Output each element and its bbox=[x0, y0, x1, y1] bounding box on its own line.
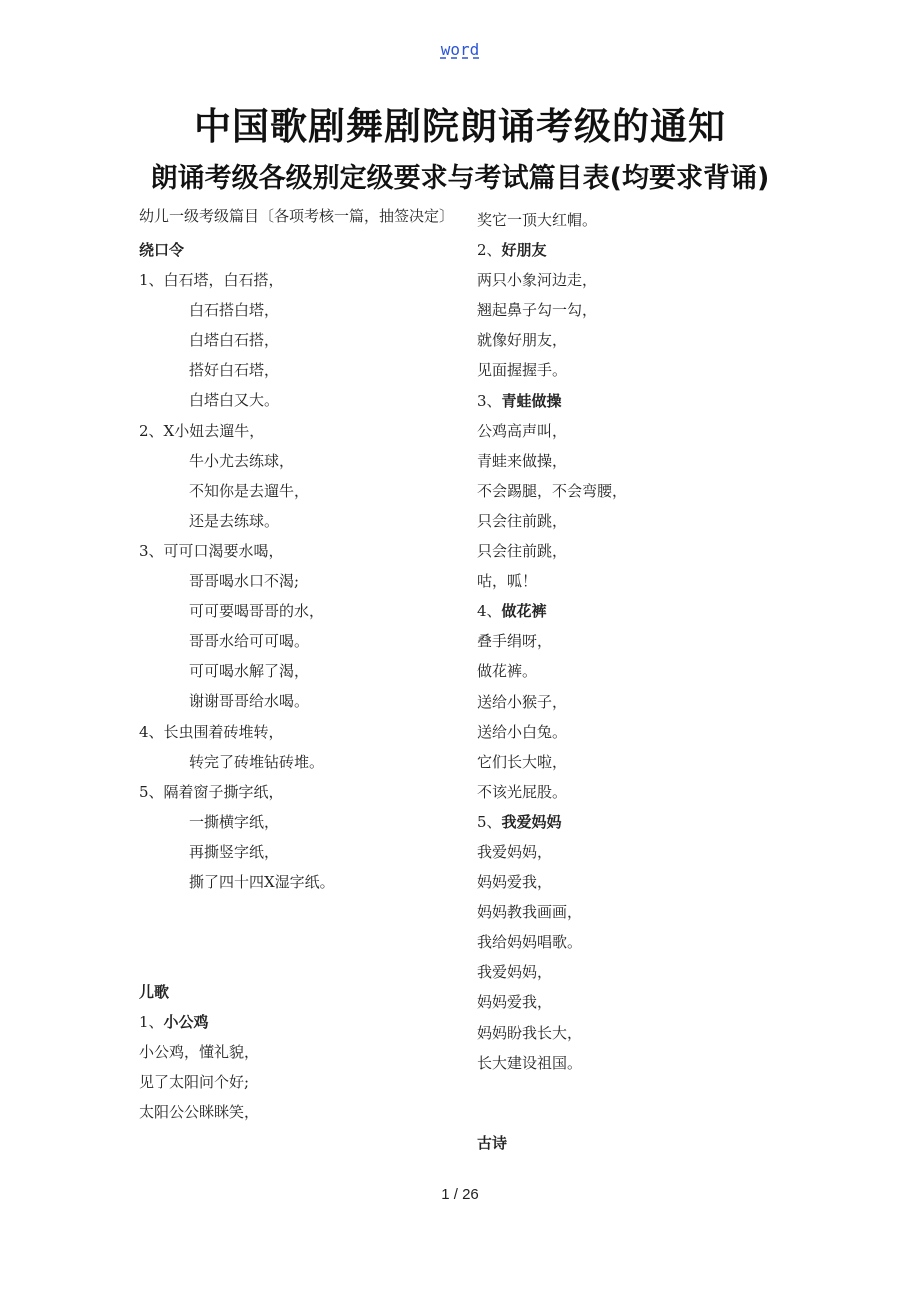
tongue-twister-5-line: 撕了四十四X湿字纸。 bbox=[189, 872, 335, 891]
poem-5-line: 长大建设祖国。 bbox=[477, 1053, 583, 1072]
tongue-twister-1-line: 白石搭白塔， bbox=[189, 301, 280, 320]
tongue-twister-2-line: 牛小尤去练球， bbox=[189, 451, 295, 470]
poem-2-line: 翘起鼻子勾一勾， bbox=[477, 301, 598, 320]
poem-3-line: 公鸡高声叫， bbox=[477, 421, 568, 440]
poem-5-line: 我爱妈妈， bbox=[477, 842, 553, 861]
poem-5-line: 妈妈爱我， bbox=[477, 873, 553, 892]
poem-1-line: 见了太阳问个好; bbox=[139, 1073, 250, 1092]
tongue-twister-2-line: 不知你是去遛牛， bbox=[189, 481, 310, 500]
poem-2-line: 见面握握手。 bbox=[477, 361, 568, 380]
tongue-twister-5-line: 5、隔着窗子撕字纸， bbox=[139, 782, 284, 801]
poem-5-heading bbox=[477, 807, 777, 837]
poem-5-line: 妈妈盼我长大， bbox=[477, 1023, 583, 1042]
poem-title: 青蛙做操 bbox=[501, 391, 562, 410]
left-column bbox=[139, 205, 455, 1128]
section-heading-nursery-rhyme: 儿歌 bbox=[139, 983, 170, 1002]
poem-3-line: 只会往前跳， bbox=[477, 542, 568, 561]
section-heading-ancient-poems: 古诗 bbox=[477, 1133, 508, 1152]
tongue-twister-2-line: 2、X小妞去遛牛， bbox=[139, 421, 265, 440]
tongue-twister-5-line: 再撕竖字纸， bbox=[189, 842, 280, 861]
page-subtitle: 朗诵考级各级别定级要求与考试篇目表(均要求背诵) bbox=[150, 163, 770, 194]
tongue-twister-5-line: 一撕横字纸， bbox=[189, 812, 280, 831]
tongue-twister-3-line: 可可要喝哥哥的水， bbox=[189, 602, 325, 621]
tongue-twister-3-line: 哥哥喝水口不渴; bbox=[189, 572, 300, 591]
poem-3-line: 只会往前跳， bbox=[477, 511, 568, 530]
poem-number: 2、 bbox=[477, 241, 502, 260]
poem-3-line: 不会踢腿，不会弯腰， bbox=[477, 481, 628, 500]
blank-space bbox=[139, 897, 449, 977]
poem-number: 1、 bbox=[139, 1013, 164, 1032]
poem-1-line: 小公鸡，懂礼貌， bbox=[139, 1043, 260, 1062]
tongue-twister-4-line: 转完了砖堆钻砖堆。 bbox=[189, 752, 325, 771]
poem-5-line: 我给妈妈唱歌。 bbox=[477, 933, 583, 952]
poem-4-line: 不该光屁股。 bbox=[477, 782, 568, 801]
poem-5-line: 我爱妈妈， bbox=[477, 963, 553, 982]
tongue-twister-3-line: 哥哥水给可可喝。 bbox=[189, 632, 310, 651]
page-title: 中国歌剧舞剧院朗诵考级的通知 bbox=[194, 105, 726, 148]
poem-title: 小公鸡 bbox=[163, 1013, 209, 1032]
level-intro: 幼儿一级考级篇目〔各项考核一篇，抽签决定〕 bbox=[139, 207, 455, 225]
tongue-twister-1-line: 搭好白石塔， bbox=[189, 361, 280, 380]
header-word-link[interactable] bbox=[0, 40, 920, 59]
poem-title: 我爱妈妈 bbox=[501, 812, 562, 831]
poem-number: 4、 bbox=[477, 602, 502, 621]
poem-4-line: 做花裤。 bbox=[477, 662, 538, 681]
poem-4-line: 送给小猴子， bbox=[477, 692, 568, 711]
tongue-twister-1-line: 白塔白石搭， bbox=[189, 331, 280, 350]
tongue-twister-3-line: 谢谢哥哥给水喝。 bbox=[189, 692, 310, 711]
poem-title: 好朋友 bbox=[501, 241, 547, 260]
poem-3-heading bbox=[477, 386, 777, 416]
poem-4-line: 送给小白兔。 bbox=[477, 722, 568, 741]
poem-1-heading bbox=[139, 1007, 449, 1037]
poem-number: 5、 bbox=[477, 812, 502, 831]
poem-5-line: 妈妈爱我， bbox=[477, 993, 553, 1012]
poem-title: 做花裤 bbox=[501, 602, 547, 621]
tongue-twister-1-line: 白塔白又大。 bbox=[189, 391, 280, 410]
poem-2-line: 两只小象河边走， bbox=[477, 271, 598, 290]
tongue-twister-2-line: 还是去练球。 bbox=[189, 511, 280, 530]
poem-2-line: 就像好朋友， bbox=[477, 331, 568, 350]
tongue-twister-3-line: 可可喝水解了渴， bbox=[189, 662, 310, 681]
poem-1-last-line: 奖它一顶大红帽。 bbox=[477, 211, 598, 229]
poem-4-line: 叠手绢呀， bbox=[477, 632, 553, 651]
poem-3-line: 咕，呱！ bbox=[477, 572, 538, 591]
page-number: 1 / 26 bbox=[441, 1186, 479, 1203]
poem-1-line: 太阳公公眯眯笑， bbox=[139, 1103, 260, 1122]
poem-4-heading bbox=[477, 596, 777, 626]
tongue-twister-3-line: 3、可可口渴要水喝， bbox=[139, 541, 284, 560]
tongue-twister-4-line: 4、长虫围着砖堆转， bbox=[139, 722, 284, 741]
right-column bbox=[477, 205, 777, 1158]
poem-4-line: 它们长大啦， bbox=[477, 752, 568, 771]
tongue-twister-1-line: 1、白石塔，白石搭， bbox=[139, 271, 284, 290]
word-link[interactable]: word bbox=[440, 40, 480, 59]
poem-3-line: 青蛙来做操， bbox=[477, 451, 568, 470]
poem-5-line: 妈妈教我画画， bbox=[477, 903, 583, 922]
section-heading-tongue-twister: 绕口令 bbox=[139, 241, 185, 259]
poem-number: 3、 bbox=[477, 391, 502, 410]
poem-2-heading bbox=[477, 235, 777, 265]
blank-space bbox=[477, 1078, 777, 1128]
